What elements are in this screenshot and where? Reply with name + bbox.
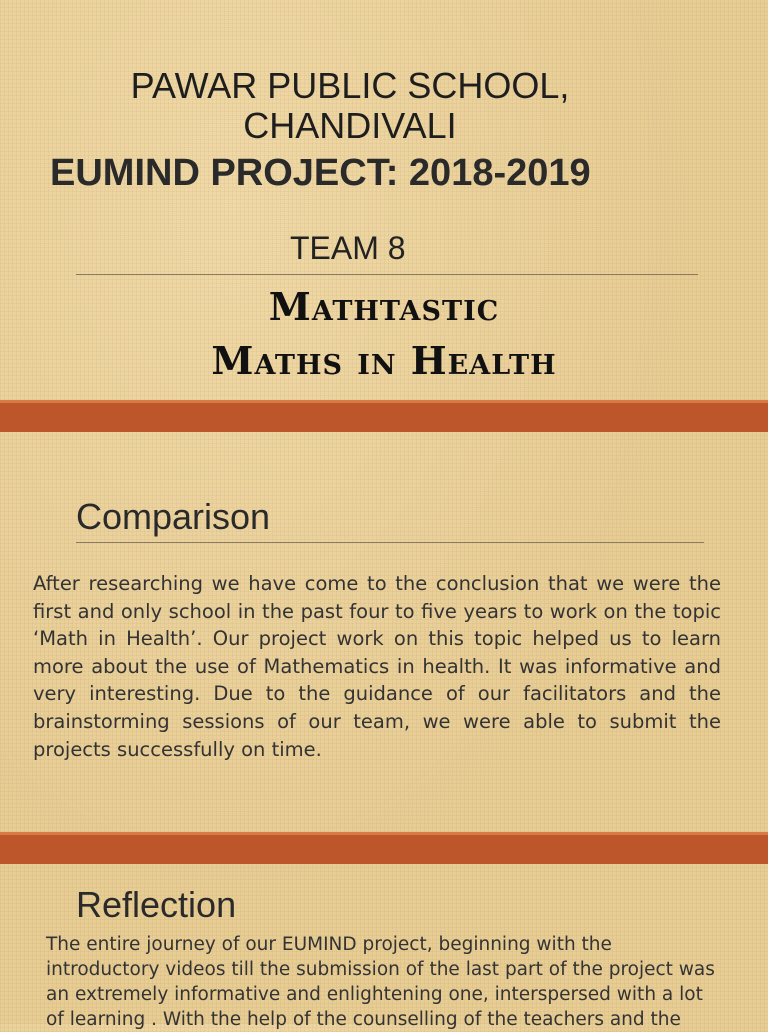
school-name bbox=[0, 66, 700, 146]
title-slide bbox=[0, 0, 768, 400]
comparison-text: After researching we have come to the conclusion that we were the first and only school in the past four to five years to work on the topic ‘Math in Health’. Our project work on this topic helped us to learn more about the use of Mathematics in health. It was informative and very interesting. Due to the guidance of our facilitators and the brainstorming sessions of our team, we were able to submit the projects successfully on time. bbox=[33, 572, 721, 761]
school-name-line2: CHANDIVALI bbox=[243, 105, 457, 146]
divider-line bbox=[76, 274, 698, 275]
reflection-slide bbox=[0, 864, 768, 1030]
reflection-heading: Reflection bbox=[76, 884, 237, 925]
team-label: TEAM 8 bbox=[290, 230, 406, 266]
team-name: Mathtastic bbox=[268, 284, 500, 329]
slide-separator bbox=[0, 400, 768, 432]
comparison-heading: Comparison bbox=[76, 496, 271, 537]
project-title: EUMIND PROJECT: 2018-2019 bbox=[50, 152, 591, 194]
reflection-text: The entire journey of our EUMIND project, beginning with the introductory videos till the submission of the last part of the project was an extremely informative and enlightening one, interspersed with a lot of learning . With the help of the counselling of the teachers and the bbox=[46, 934, 715, 1030]
slide-separator bbox=[0, 832, 768, 864]
school-name-line1: PAWAR PUBLIC SCHOOL, bbox=[130, 65, 570, 106]
comparison-slide bbox=[0, 432, 768, 832]
project-theme: Maths in Health bbox=[211, 338, 557, 383]
heading-underline bbox=[76, 542, 704, 543]
